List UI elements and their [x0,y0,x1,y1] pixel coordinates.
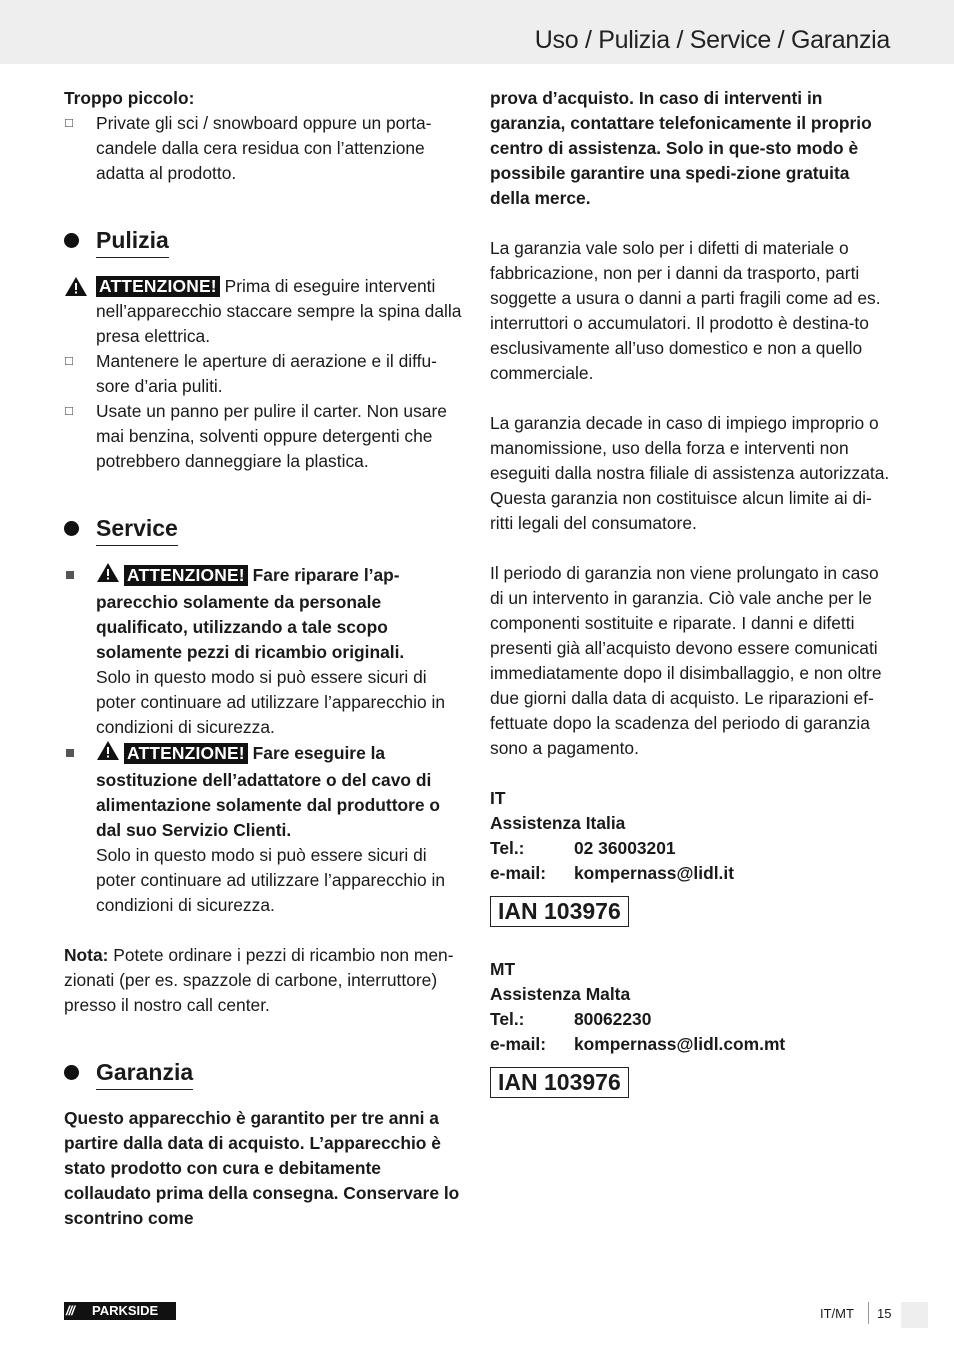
list-item [64,274,464,349]
service-item1-text: Solo in questo modo si può essere sicuri di poter continuare ad utilizzare l’apparecchio in condizioni di sicurezza. [96,667,445,737]
email-address: kompernass@lidl.it [574,863,734,883]
garanzia-paragraph-3: Il periodo di garanzia non viene prolungato in caso di un intervento in garanzia. Ciò vale anche per le componenti sostituite e riparate. I danni e difetti presenti già all’acquisto devono essere comunicati immediatamente dopo il disimballaggio, e non oltre due giorni dalla data di acquisto. Le riparazioni ef-fettuate dopo la scadenza del periodo di garanzia sono a pagamento. [490,563,882,758]
bullet-dot-icon [64,233,79,248]
email-row: e-mail: kompernass@lidl.it [490,861,890,886]
parkside-logo [64,1302,176,1320]
garanzia-bold-continued: prova d’acquisto. In caso di interventi in garanzia, contattare telefonicamente il proprio centro di assistenza. Solo in que-sto modo è possibile garantire una spedi-zione gratuita della merce. [490,88,872,208]
contact-block-mt [490,957,890,1098]
checkbox-bullet-icon: ☐ [64,406,74,418]
contact-block-it [490,786,890,927]
phone-number: 80062230 [574,1009,652,1029]
country-code: IT [490,788,506,808]
list-item: ☐ Usate un panno per pulire il carter. Non usare mai benzina, solventi oppure detergenti che potrebbero danneggiare la plastica. [64,401,447,471]
service-item1-bold: Fare riparare l’ap-parecchio solamente da personale qualificato, utilizzando a tale scopo solamente pezzi di ricambio originali. [96,565,405,662]
section-heading-garanzia: Garanzia [64,1056,464,1090]
service-name: Assistenza Italia [490,813,626,833]
email-address: kompernass@lidl.com.mt [574,1034,786,1054]
garanzia-paragraph-2: La garanzia decade in caso di impiego improprio o manomissione, uso della forza e interventi non eseguiti dalla nostra filiale di assistenza autorizzata. Questa garanzia non costituisce alcun limite ai di-ritti legali del consumatore. [490,413,890,533]
logo-stripes: /// [66,1303,74,1318]
square-bullet-icon [66,749,74,757]
service-item2-bold: Fare eseguire la sostituzione dell’adattatore o del cavo di alimentazione solamente dal produttore o dal suo Servizio Clienti. [96,743,441,840]
list-item [64,111,464,186]
ian-box: IAN 103976 [490,1067,629,1098]
warning-triangle-icon [96,740,120,768]
section-heading-service: Service [64,512,464,546]
footer-divider [868,1302,869,1324]
warning-triangle-icon [96,562,120,590]
right-column [490,86,890,1098]
country-code: MT [490,959,516,979]
list-item: ☐ Mantenere le aperture di aerazione e il diffu-sore d’aria puliti. [64,351,437,396]
garanzia-bold-text: Questo apparecchio è garantito per tre anni a partire dalla data di acquisto. L’apparecchio è stato prodotto con cura e debitamente collaudato prima della consegna. Conservare lo scontrino come [64,1108,460,1228]
email-row: e-mail: kompernass@lidl.com.mt [490,1032,890,1057]
troppo-label: Troppo piccolo: [64,88,195,108]
service-item2-text: Solo in questo modo si può essere sicuri di poter continuare ad utilizzare l’apparecchio in condizioni di sicurezza. [96,845,445,915]
phone-number: 02 36003201 [574,838,676,858]
nota-paragraph: Nota: Potete ordinare i pezzi di ricambio non men-zionati (per es. spazzole di carbone, interruttore) presso il nostro call center. [64,945,454,1015]
garanzia-paragraph-1: La garanzia vale solo per i difetti di materiale o fabbricazione, non per i danni da trasporto, parti soggette a usura o danni a parti fragili come ad es. interruttori o accumulatori. Il prodotto è destina-to esclusivamente all’uso domestico e non a quello commerciale. [490,238,881,383]
logo-text: PARKSIDE [92,1303,159,1318]
checkbox-bullet-icon: ☐ [64,356,74,368]
page-title: Uso / Pulizia / Service / Garanzia [534,26,890,54]
checkbox-bullet-icon: ☐ [64,118,74,130]
square-bullet-icon [66,571,74,579]
attention-badge: ATTENZIONE! [96,276,220,297]
list-item [64,740,464,918]
bullet-dot-icon [64,1065,79,1080]
ian-box: IAN 103976 [490,896,629,927]
page-number: 15 [877,1306,892,1321]
attention-badge: ATTENZIONE! [124,565,248,586]
troppo-item-text: Private gli sci / snowboard oppure un porta-candele dalla cera residua con l’attenzione adatta al prodotto. [96,113,432,183]
bullet-dot-icon [64,521,79,536]
page-tab [901,1302,928,1328]
attention-badge: ATTENZIONE! [124,743,248,764]
list-item [64,562,464,740]
language-code: IT/MT [820,1306,854,1321]
pulizia-warning-text: Prima di eseguire interventi nell’apparecchio staccare sempre la spina dalla presa elettrica. [96,276,462,346]
phone-row: Tel.: 80062230 [490,1007,890,1032]
left-column [64,86,464,1231]
section-heading-pulizia: Pulizia [64,224,464,258]
warning-triangle-icon [64,276,88,304]
phone-row: Tel.: 02 36003201 [490,836,890,861]
service-name: Assistenza Malta [490,984,631,1004]
